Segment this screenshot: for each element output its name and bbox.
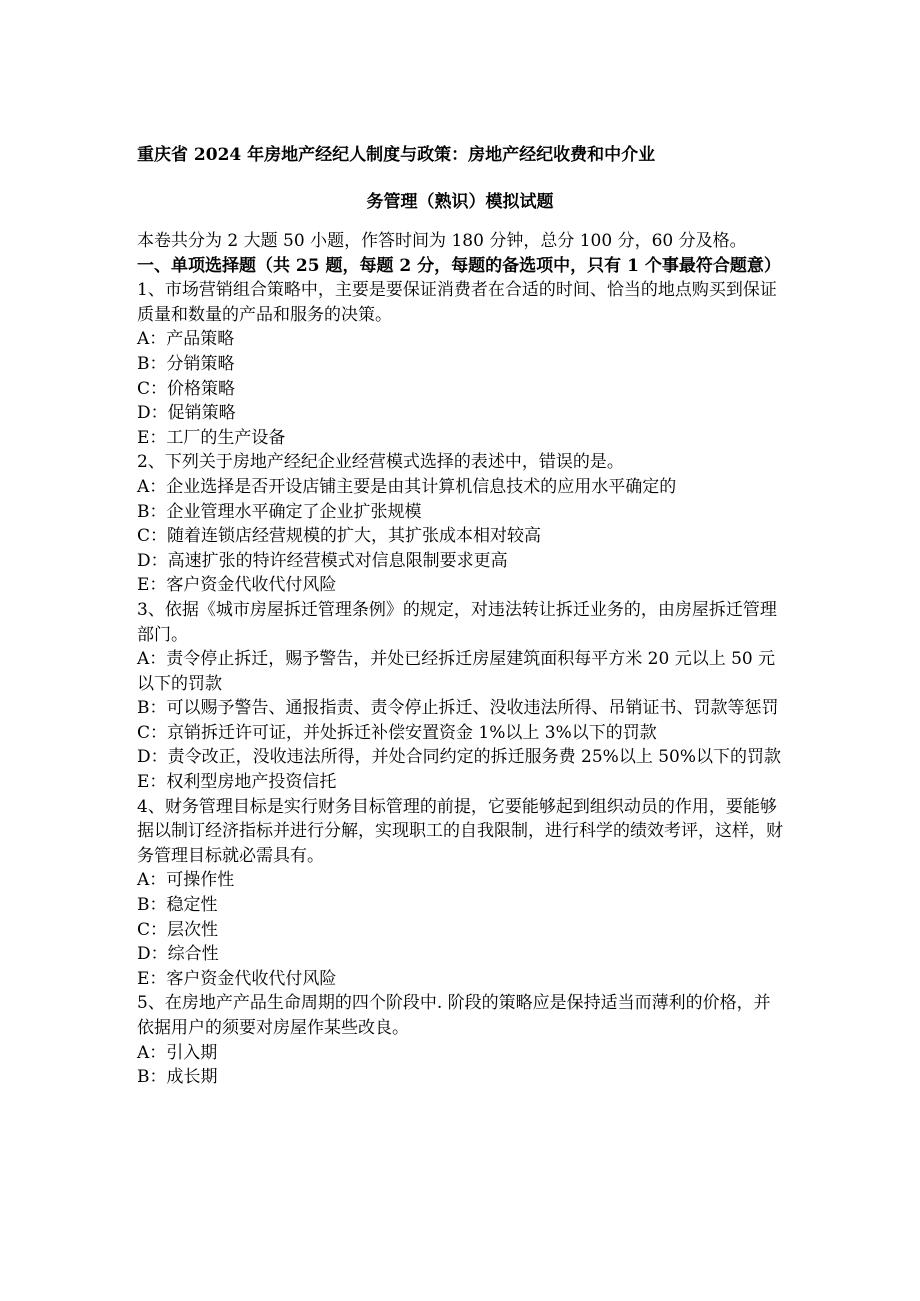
- question-4-text: 4、财务管理目标是实行财务目标管理的前提，它要能够起到组织动员的作用，要能够据以制订经济指标并进行分解，实现职工的自我限制，进行科学的绩效考评，这样，财务管理目标就必需具有。: [137, 796, 783, 866]
- question-1-option-e: E：工厂的生产设备: [137, 427, 286, 448]
- question-5-option-b: B：成长期: [137, 1067, 218, 1088]
- document-body: [137, 229, 787, 1090]
- question-4-option-b: B：稳定性: [137, 895, 218, 916]
- question-1-option-a: A：产品策略: [137, 329, 235, 350]
- question-1-text: 1、市场营销组合策略中，主要是要保证消费者在合适的时间、恰当的地点购买到保证质量和数量的产品和服务的决策。: [137, 280, 777, 325]
- question-5-option-a: A：引入期: [137, 1042, 218, 1063]
- question-2-option-b: B：企业管理水平确定了企业扩张规模: [137, 501, 422, 522]
- question-4-option-c: C：层次性: [137, 919, 219, 940]
- question-2-option-e: E：客户资金代收代付风险: [137, 575, 337, 596]
- question-1-option-c: C：价格策略: [137, 378, 236, 399]
- question-4-option-a: A：可操作性: [137, 870, 235, 891]
- question-2-text: 2、下列关于房地产经纪企业经营模式选择的表述中，错误的是。: [137, 452, 624, 473]
- document-title-line-2: 务管理（熟识）模拟试题: [366, 192, 554, 212]
- question-3-option-b: B：可以赐予警告、通报指责、责令停止拆迁、没收违法所得、吊销证书、罚款等惩罚: [137, 698, 779, 719]
- exam-intro: 本卷共分为 2 大题 50 小题，作答时间为 180 分钟，总分 100 分，60 分及格。: [137, 231, 747, 251]
- question-3-option-e: E：权利型房地产投资信托: [137, 772, 337, 793]
- question-2-option-d: D：高速扩张的特许经营模式对信息限制要求更高: [137, 550, 508, 571]
- question-3-option-c: C：京销拆迁许可证，并处拆迁补偿安置资金 1%以上 3%以下的罚款: [137, 722, 657, 743]
- question-4-option-e: E：客户资金代收代付风险: [137, 968, 337, 989]
- question-2-option-a: A：企业选择是否开设店铺主要是由其计算机信息技术的应用水平确定的: [137, 476, 677, 497]
- document-title-line-1: 重庆省 2024 年房地产经纪人制度与政策：房地产经纪收费和中介业: [137, 145, 656, 165]
- question-2-option-c: C：随着连锁店经营规模的扩大，其扩张成本相对较高: [137, 526, 542, 547]
- question-4-option-d: D：综合性: [137, 944, 219, 965]
- question-3-option-a: A：责令停止拆迁，赐予警告，并处已经拆迁房屋建筑面积每平方米 20 元以上 50 元以下的罚款: [137, 649, 776, 694]
- question-5-text: 5、在房地产产品生命周期的四个阶段中. 阶段的策略应是保持适当而薄利的价格，并依据用户的须要对房屋作某些改良。: [137, 993, 771, 1038]
- section-heading: 一、单项选择题（共 25 题，每题 2 分，每题的备选项中，只有 1 个事最符合题意）: [137, 255, 781, 276]
- question-3-option-d: D：责令改正，没收违法所得，并处合同约定的拆迁服务费 25%以上 50%以下的罚款: [137, 747, 782, 768]
- question-1-option-b: B：分销策略: [137, 353, 235, 374]
- question-3-text: 3、依据《城市房屋拆迁管理条例》的规定，对违法转让拆迁业务的，由房屋拆迁管理部门。: [137, 599, 777, 645]
- question-1-option-d: D：促销策略: [137, 403, 236, 424]
